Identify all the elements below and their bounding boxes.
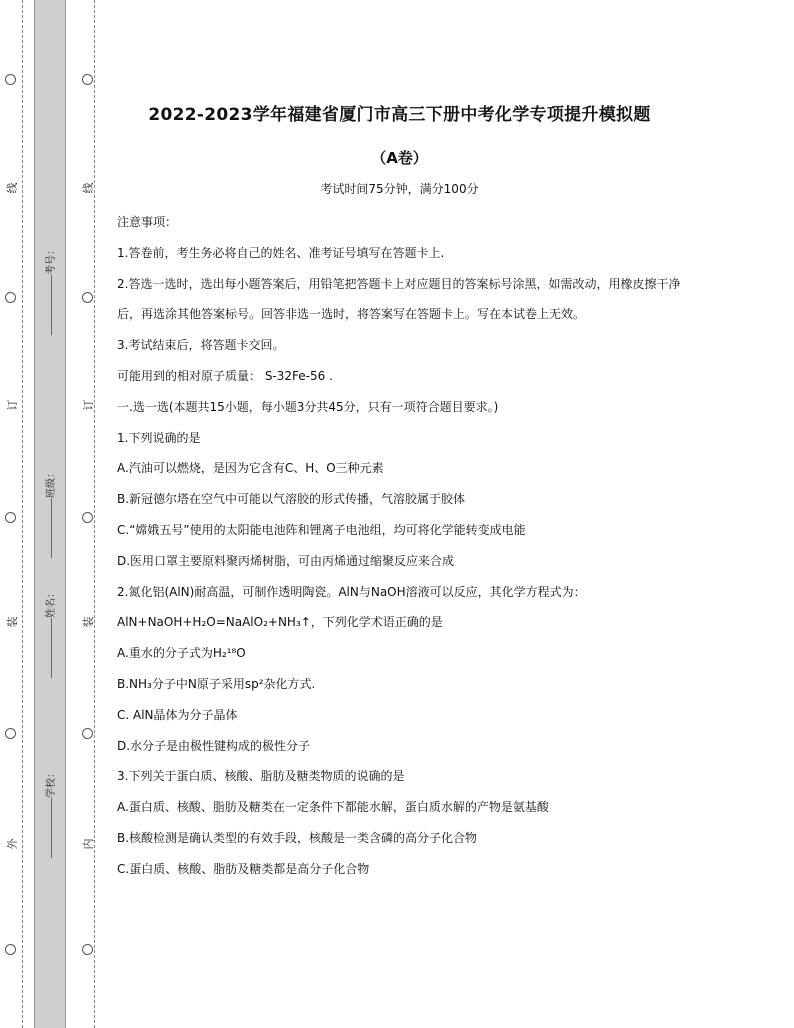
inner-margin-char: 装 <box>82 616 95 628</box>
question-stem: 1.下列说确的是 <box>117 430 201 445</box>
field-label: 学校： <box>46 768 57 798</box>
option-a[interactable]: A.重水的分子式为H₂¹⁸O <box>117 646 246 661</box>
binding-hole <box>5 944 16 955</box>
binding-hole <box>5 728 16 739</box>
binding-hole <box>82 728 93 739</box>
exam-info: 考试时间75分钟，满分100分 <box>320 182 479 196</box>
inner-margin-char: 内 <box>82 838 95 850</box>
binding-hole <box>5 292 16 303</box>
outer-margin-char: 外 <box>6 838 19 850</box>
class-field[interactable] <box>42 468 57 558</box>
binding-hole <box>82 944 93 955</box>
question-1 <box>117 423 682 577</box>
inner-cut-line <box>94 0 95 1028</box>
fill-line <box>51 275 52 335</box>
binding-hole <box>82 292 93 303</box>
inner-margin-char: 订 <box>82 399 95 411</box>
binding-margin <box>0 0 100 1028</box>
chemical-equation: AlN+NaOH+H₂O=NaAlO₂+NH₃↑，下列化学术语正确的是 <box>117 615 443 630</box>
atomic-mass-note: 可能用到的相对原子质量： S-32Fe-56 . <box>117 368 333 383</box>
option-c[interactable]: C. AlN晶体为分子晶体 <box>117 707 238 722</box>
option-b[interactable]: B.NH₃分子中N原子采用sp²杂化方式. <box>117 676 316 691</box>
paper-version: （A卷） <box>371 149 428 167</box>
binding-hole <box>82 74 93 85</box>
binding-hole <box>82 512 93 523</box>
option-a[interactable]: A.蛋白质、核酸、脂肪及糖类在一定条件下都能水解，蛋白质水解的产物是氨基酸 <box>117 800 549 815</box>
option-b[interactable]: B.新冠德尔塔在空气中可能以气溶胶的形式传播，气溶胶属于胶体 <box>117 492 466 507</box>
fill-line <box>51 498 52 558</box>
page-title: 2022-2023学年福建省厦门市高三下册中考化学专项提升模拟题 <box>148 105 651 125</box>
notes-item: 2.答选一选时，选出每小题答案后，用铅笔把答题卡上对应题目的答案标号涂黑，如需改动，用橡皮擦干净后，再选涂其他答案标号。回答非选一选时，将答案写在答题卡上。写在本试卷上无效。 <box>117 276 681 322</box>
option-d[interactable]: D.医用口罩主要原料聚丙烯树脂，可由丙烯通过缩聚反应来合成 <box>117 553 455 568</box>
field-label: 班级： <box>46 468 57 498</box>
option-d[interactable]: D.水分子是由极性键构成的极性分子 <box>117 738 311 753</box>
binding-hole <box>5 512 16 523</box>
school-field[interactable] <box>42 768 57 858</box>
outer-margin-char: 线 <box>6 182 19 194</box>
name-field[interactable] <box>42 588 57 678</box>
fill-line <box>51 618 52 678</box>
outer-margin-char: 装 <box>6 616 19 628</box>
option-b[interactable]: B.核酸检测是确认类型的有效手段，核酸是一类含磷的高分子化合物 <box>117 830 478 845</box>
option-c[interactable]: C.蛋白质、核酸、脂肪及糖类都是高分子化合物 <box>117 861 370 876</box>
notes-item: 3.考试结束后，将答题卡交回。 <box>117 338 285 353</box>
option-c[interactable]: C.“嫦娥五号”使用的太阳能电池阵和锂离子电池组，均可将化学能转变成电能 <box>117 522 526 537</box>
exam-content <box>117 100 682 885</box>
outer-margin-char: 订 <box>6 399 19 411</box>
notes-item: 1.答卷前，考生务必将自己的姓名、准考证号填写在答题卡上. <box>117 245 445 260</box>
option-a[interactable]: A.汽油可以燃烧，是因为它含有C、H、O三种元素 <box>117 461 384 476</box>
question-stem: 2.氮化铝(AlN)耐高温，可制作透明陶瓷。AlN与NaOH溶液可以反应，其化学方程式为： <box>117 584 586 599</box>
question-2 <box>117 577 682 762</box>
field-label: 考号： <box>46 245 57 275</box>
binding-hole <box>5 74 16 85</box>
question-3 <box>117 761 682 884</box>
question-stem: 3.下列关于蛋白质、核酸、脂肪及糖类物质的说确的是 <box>117 769 405 784</box>
fill-line <box>51 798 52 858</box>
inner-margin-char: 线 <box>82 182 95 194</box>
section-heading: 一.选一选(本题共15小题，每小题3分共45分，只有一项符合题目要求。) <box>117 399 499 414</box>
exam-number-field[interactable] <box>42 245 57 335</box>
field-label: 姓名： <box>46 588 57 618</box>
outer-cut-line <box>22 0 23 1028</box>
notes-heading: 注意事项： <box>117 215 178 229</box>
